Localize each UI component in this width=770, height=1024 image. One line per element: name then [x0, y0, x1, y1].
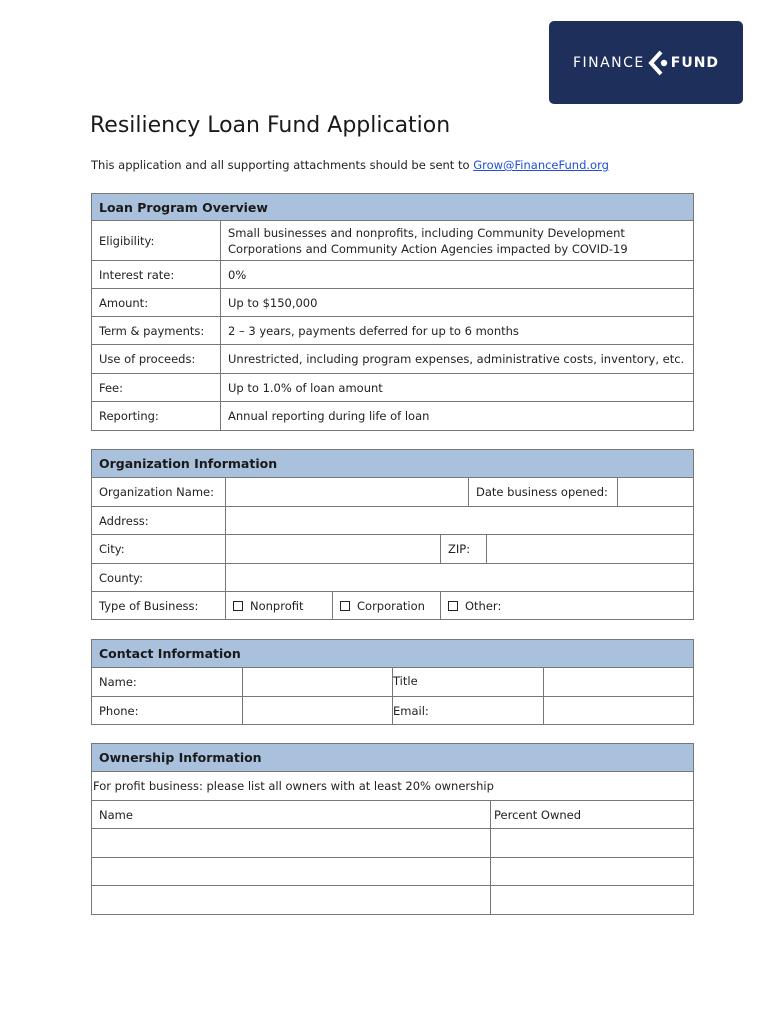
other-checkbox[interactable]: [448, 601, 458, 611]
term-payments-label: Term & payments:: [92, 317, 221, 345]
city-label: City:: [92, 535, 226, 564]
intro-text: [91, 158, 609, 172]
owner-percent-field[interactable]: [491, 829, 694, 858]
fee-label: Fee:: [92, 374, 221, 402]
org-name-label: Organization Name:: [92, 478, 226, 507]
contact-phone-field[interactable]: [243, 697, 393, 725]
contact-email-field[interactable]: [544, 697, 694, 725]
city-field[interactable]: [226, 535, 441, 564]
contact-name-field[interactable]: [243, 668, 393, 697]
county-field[interactable]: [226, 564, 694, 592]
ownership-header: Ownership Information: [92, 744, 694, 772]
contact-name-label: Name:: [92, 668, 243, 697]
contact-header: Contact Information: [92, 640, 694, 668]
nonprofit-checkbox[interactable]: [233, 601, 243, 611]
submission-email-link[interactable]: Grow@FinanceFund.org: [473, 158, 609, 172]
eligibility-label: Eligibility:: [92, 221, 221, 261]
owner-percent-field[interactable]: [491, 858, 694, 886]
reporting-label: Reporting:: [92, 402, 221, 431]
contact-information-table: [91, 639, 694, 725]
ownership-note: For profit business: please list all owners with at least 20% ownership: [92, 772, 694, 801]
corporation-option[interactable]: [333, 592, 441, 620]
term-payments-value: 2 – 3 years, payments deferred for up to 6 months: [221, 317, 694, 345]
interest-rate-value: 0%: [221, 261, 694, 289]
page-title: Resiliency Loan Fund Application: [90, 113, 451, 138]
finance-fund-logo: [549, 21, 743, 104]
other-option-label: Other:: [465, 598, 502, 613]
organization-header: Organization Information: [92, 450, 694, 478]
corporation-checkbox[interactable]: [340, 601, 350, 611]
loan-program-overview-table: [91, 193, 694, 431]
nonprofit-option-label: Nonprofit: [250, 598, 304, 613]
owner-name-field[interactable]: [92, 829, 491, 858]
logo-text-fund: FUND: [670, 54, 720, 71]
zip-label: ZIP:: [441, 535, 487, 564]
date-opened-label: Date business opened:: [469, 478, 618, 507]
nonprofit-option[interactable]: [226, 592, 333, 620]
logo-text-finance: FINANCE: [572, 54, 645, 71]
amount-label: Amount:: [92, 289, 221, 317]
date-opened-field[interactable]: [618, 478, 694, 507]
address-field[interactable]: [226, 507, 694, 535]
contact-email-label: Email:: [393, 697, 544, 725]
contact-title-label: Title: [393, 668, 544, 697]
address-label: Address:: [92, 507, 226, 535]
percent-owned-column-header: Percent Owned: [491, 801, 694, 829]
interest-rate-label: Interest rate:: [92, 261, 221, 289]
owner-name-field[interactable]: [92, 886, 491, 915]
use-of-proceeds-value: Unrestricted, including program expenses, administrative costs, inventory, etc.: [221, 345, 694, 374]
use-of-proceeds-label: Use of proceeds:: [92, 345, 221, 374]
owner-name-column-header: Name: [92, 801, 491, 829]
owner-percent-field[interactable]: [491, 886, 694, 915]
contact-phone-label: Phone:: [92, 697, 243, 725]
loan-overview-header: Loan Program Overview: [92, 194, 694, 221]
type-of-business-label: Type of Business:: [92, 592, 226, 620]
owner-name-field[interactable]: [92, 858, 491, 886]
other-option[interactable]: [441, 592, 694, 620]
reporting-value: Annual reporting during life of loan: [221, 402, 694, 431]
eligibility-value: Small businesses and nonprofits, including Community Development Corporations and Community Action Agencies impacted by COVID-19: [221, 221, 694, 261]
corporation-option-label: Corporation: [357, 598, 425, 613]
chevron-left-icon: [647, 50, 669, 76]
organization-information-table: [91, 449, 694, 620]
fee-value: Up to 1.0% of loan amount: [221, 374, 694, 402]
ownership-information-table: [91, 743, 694, 915]
intro-sentence: This application and all supporting attachments should be sent to: [91, 158, 474, 172]
county-label: County:: [92, 564, 226, 592]
amount-value: Up to $150,000: [221, 289, 694, 317]
contact-title-field[interactable]: [544, 668, 694, 697]
zip-field[interactable]: [487, 535, 694, 564]
org-name-field[interactable]: [226, 478, 469, 507]
